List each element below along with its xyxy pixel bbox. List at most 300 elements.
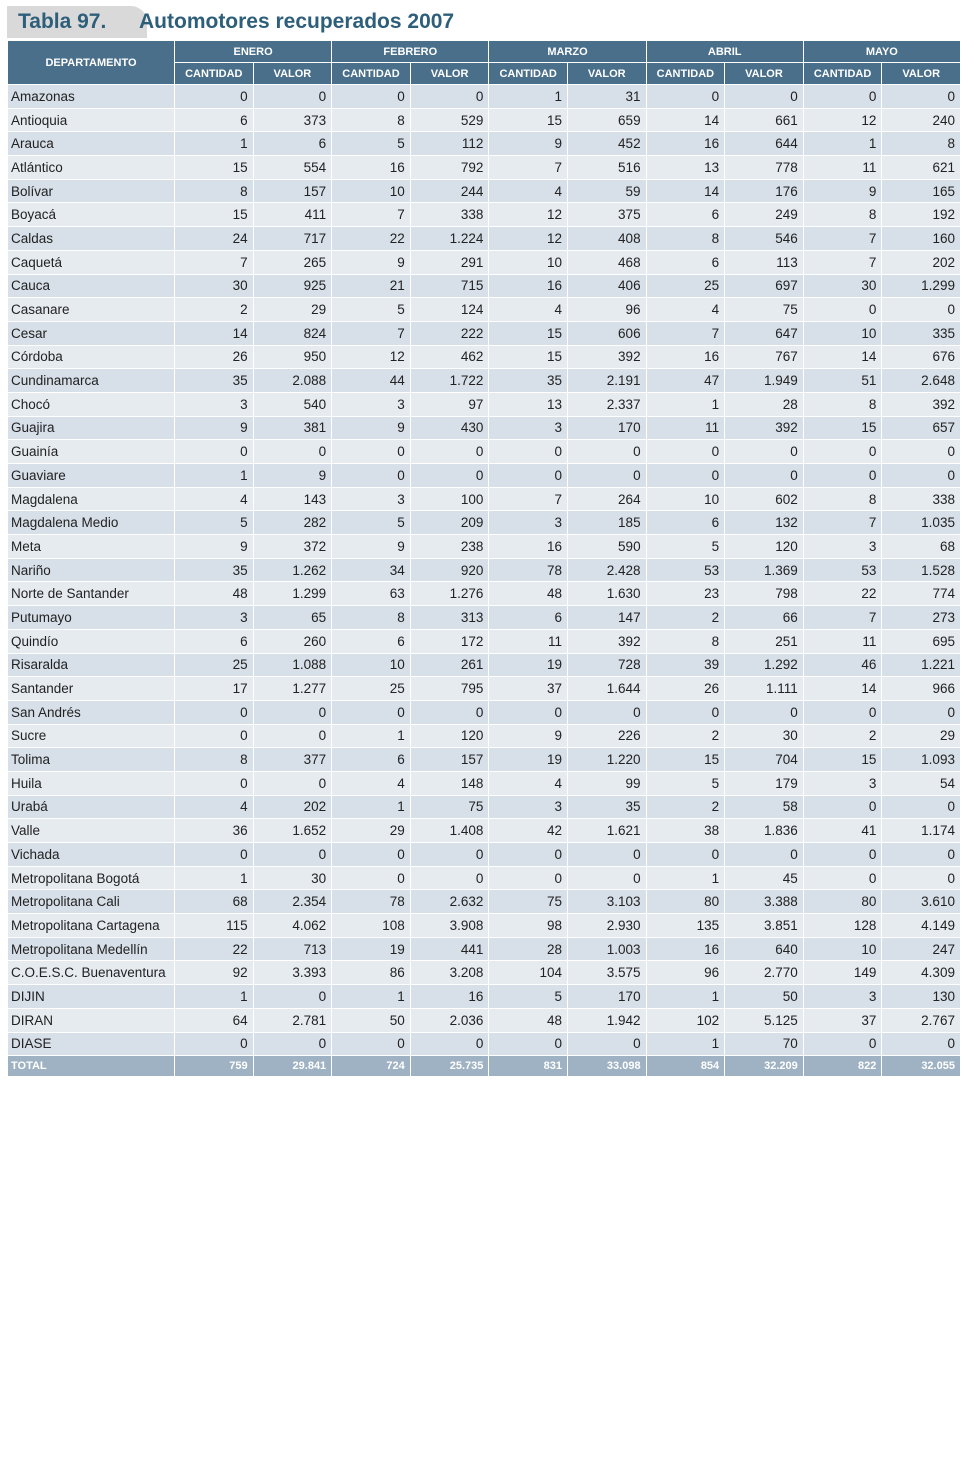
table-row xyxy=(8,866,961,890)
cantidad-cell: 78 xyxy=(489,558,568,582)
department-name-cell: Valle xyxy=(8,819,175,843)
valor-cell: 282 xyxy=(253,511,332,535)
valor-cell: 372 xyxy=(253,535,332,559)
table-row xyxy=(8,1032,961,1056)
cantidad-cell: 0 xyxy=(175,724,254,748)
cantidad-cell: 29 xyxy=(332,819,411,843)
valor-cell: 778 xyxy=(725,156,804,180)
valor-cell: 462 xyxy=(410,345,489,369)
valor-cell: 0 xyxy=(253,724,332,748)
cantidad-cell: 63 xyxy=(332,582,411,606)
cantidad-cell: 7 xyxy=(803,606,882,630)
valor-cell: 4.062 xyxy=(253,914,332,938)
cantidad-cell: 9 xyxy=(332,535,411,559)
valor-cell: 0 xyxy=(725,464,804,488)
valor-cell: 430 xyxy=(410,416,489,440)
department-name-cell: Guaviare xyxy=(8,464,175,488)
valor-cell: 75 xyxy=(725,298,804,322)
cantidad-cell: 50 xyxy=(332,1008,411,1032)
cantidad-cell: 1 xyxy=(332,724,411,748)
department-name-cell: Chocó xyxy=(8,392,175,416)
cantidad-cell: 35 xyxy=(175,369,254,393)
valor-cell: 65 xyxy=(253,606,332,630)
column-header-valor: VALOR xyxy=(882,63,961,85)
total-cantidad-cell: 822 xyxy=(803,1056,882,1077)
cantidad-cell: 7 xyxy=(332,203,411,227)
cantidad-cell: 0 xyxy=(803,1032,882,1056)
table-row xyxy=(8,274,961,298)
valor-cell: 0 xyxy=(567,1032,646,1056)
department-name-cell: Casanare xyxy=(8,298,175,322)
cantidad-cell: 0 xyxy=(646,464,725,488)
department-name-cell: Boyacá xyxy=(8,203,175,227)
valor-cell: 96 xyxy=(567,298,646,322)
column-header-cantidad: CANTIDAD xyxy=(803,63,882,85)
table-row xyxy=(8,440,961,464)
valor-cell: 640 xyxy=(725,937,804,961)
cantidad-cell: 4 xyxy=(489,771,568,795)
cantidad-cell: 0 xyxy=(332,700,411,724)
cantidad-cell: 3 xyxy=(175,392,254,416)
department-name-cell: DIRAN xyxy=(8,1008,175,1032)
valor-cell: 659 xyxy=(567,108,646,132)
valor-cell: 468 xyxy=(567,250,646,274)
column-header-valor: VALOR xyxy=(253,63,332,85)
cantidad-cell: 9 xyxy=(175,535,254,559)
cantidad-cell: 8 xyxy=(332,606,411,630)
department-name-cell: Meta xyxy=(8,535,175,559)
department-name-cell: Guajira xyxy=(8,416,175,440)
cantidad-cell: 7 xyxy=(332,321,411,345)
valor-cell: 1.003 xyxy=(567,937,646,961)
column-header-valor: VALOR xyxy=(567,63,646,85)
valor-cell: 2.036 xyxy=(410,1008,489,1032)
cantidad-cell: 98 xyxy=(489,914,568,938)
cantidad-cell: 10 xyxy=(646,487,725,511)
valor-cell: 2.930 xyxy=(567,914,646,938)
valor-cell: 3.388 xyxy=(725,890,804,914)
cantidad-cell: 16 xyxy=(646,345,725,369)
valor-cell: 176 xyxy=(725,179,804,203)
cantidad-cell: 5 xyxy=(332,298,411,322)
valor-cell: 0 xyxy=(725,843,804,867)
cantidad-cell: 1 xyxy=(646,866,725,890)
valor-cell: 0 xyxy=(567,700,646,724)
valor-cell: 16 xyxy=(410,985,489,1009)
valor-cell: 408 xyxy=(567,227,646,251)
cantidad-cell: 108 xyxy=(332,914,411,938)
cantidad-cell: 0 xyxy=(803,298,882,322)
cantidad-cell: 3 xyxy=(803,985,882,1009)
valor-cell: 66 xyxy=(725,606,804,630)
valor-cell: 0 xyxy=(253,843,332,867)
valor-cell: 1.277 xyxy=(253,677,332,701)
cantidad-cell: 12 xyxy=(489,203,568,227)
valor-cell: 2.428 xyxy=(567,558,646,582)
cantidad-cell: 115 xyxy=(175,914,254,938)
table-row xyxy=(8,558,961,582)
cantidad-cell: 8 xyxy=(803,487,882,511)
cantidad-cell: 0 xyxy=(175,440,254,464)
cantidad-cell: 9 xyxy=(489,724,568,748)
valor-cell: 2.354 xyxy=(253,890,332,914)
table-row xyxy=(8,464,961,488)
valor-cell: 2.648 xyxy=(882,369,961,393)
department-name-cell: Caquetá xyxy=(8,250,175,274)
cantidad-cell: 15 xyxy=(175,156,254,180)
cantidad-cell: 19 xyxy=(489,653,568,677)
cantidad-cell: 10 xyxy=(803,937,882,961)
table-row xyxy=(8,250,961,274)
total-cantidad-cell: 831 xyxy=(489,1056,568,1077)
cantidad-cell: 9 xyxy=(332,250,411,274)
cantidad-cell: 5 xyxy=(489,985,568,1009)
table-row xyxy=(8,819,961,843)
valor-cell: 644 xyxy=(725,132,804,156)
valor-cell: 920 xyxy=(410,558,489,582)
column-header-cantidad: CANTIDAD xyxy=(175,63,254,85)
cantidad-cell: 53 xyxy=(803,558,882,582)
cantidad-cell: 8 xyxy=(803,203,882,227)
cantidad-cell: 8 xyxy=(175,179,254,203)
valor-cell: 0 xyxy=(253,440,332,464)
cantidad-cell: 10 xyxy=(332,179,411,203)
cantidad-cell: 3 xyxy=(332,392,411,416)
cantidad-cell: 25 xyxy=(646,274,725,298)
cantidad-cell: 11 xyxy=(489,629,568,653)
total-cantidad-cell: 854 xyxy=(646,1056,725,1077)
valor-cell: 209 xyxy=(410,511,489,535)
table-row xyxy=(8,961,961,985)
cantidad-cell: 5 xyxy=(175,511,254,535)
cantidad-cell: 11 xyxy=(803,156,882,180)
cantidad-cell: 3 xyxy=(803,535,882,559)
cantidad-cell: 9 xyxy=(803,179,882,203)
valor-cell: 0 xyxy=(567,866,646,890)
table-row xyxy=(8,890,961,914)
department-name-cell: Metropolitana Bogotá xyxy=(8,866,175,890)
valor-cell: 31 xyxy=(567,85,646,109)
department-name-cell: Putumayo xyxy=(8,606,175,630)
valor-cell: 58 xyxy=(725,795,804,819)
cantidad-cell: 48 xyxy=(175,582,254,606)
valor-cell: 75 xyxy=(410,795,489,819)
valor-cell: 2.781 xyxy=(253,1008,332,1032)
valor-cell: 1.949 xyxy=(725,369,804,393)
valor-cell: 1.088 xyxy=(253,653,332,677)
department-name-cell: San Andrés xyxy=(8,700,175,724)
cantidad-cell: 7 xyxy=(803,250,882,274)
table-row xyxy=(8,108,961,132)
cantidad-cell: 0 xyxy=(646,700,725,724)
valor-cell: 1.652 xyxy=(253,819,332,843)
department-name-cell: Caldas xyxy=(8,227,175,251)
valor-cell: 1.621 xyxy=(567,819,646,843)
valor-cell: 546 xyxy=(725,227,804,251)
table-row xyxy=(8,724,961,748)
valor-cell: 966 xyxy=(882,677,961,701)
valor-cell: 226 xyxy=(567,724,646,748)
cantidad-cell: 13 xyxy=(646,156,725,180)
cantidad-cell: 0 xyxy=(489,866,568,890)
valor-cell: 130 xyxy=(882,985,961,1009)
department-name-cell: Norte de Santander xyxy=(8,582,175,606)
valor-cell: 5.125 xyxy=(725,1008,804,1032)
table-row xyxy=(8,487,961,511)
valor-cell: 728 xyxy=(567,653,646,677)
cantidad-cell: 9 xyxy=(175,416,254,440)
cantidad-cell: 6 xyxy=(646,511,725,535)
cantidad-cell: 41 xyxy=(803,819,882,843)
valor-cell: 30 xyxy=(725,724,804,748)
valor-cell: 792 xyxy=(410,156,489,180)
valor-cell: 452 xyxy=(567,132,646,156)
valor-cell: 0 xyxy=(882,298,961,322)
cantidad-cell: 8 xyxy=(332,108,411,132)
cantidad-cell: 4 xyxy=(489,179,568,203)
cantidad-cell: 1 xyxy=(175,132,254,156)
cantidad-cell: 0 xyxy=(803,843,882,867)
cantidad-cell: 44 xyxy=(332,369,411,393)
total-valor-cell: 25.735 xyxy=(410,1056,489,1077)
valor-cell: 798 xyxy=(725,582,804,606)
valor-cell: 590 xyxy=(567,535,646,559)
cantidad-cell: 24 xyxy=(175,227,254,251)
valor-cell: 1.262 xyxy=(253,558,332,582)
department-name-cell: Nariño xyxy=(8,558,175,582)
cantidad-cell: 2 xyxy=(646,724,725,748)
valor-cell: 0 xyxy=(882,1032,961,1056)
valor-cell: 0 xyxy=(567,843,646,867)
valor-cell: 313 xyxy=(410,606,489,630)
cantidad-cell: 3 xyxy=(489,795,568,819)
department-name-cell: Córdoba xyxy=(8,345,175,369)
cantidad-cell: 4 xyxy=(175,795,254,819)
department-name-cell: Amazonas xyxy=(8,85,175,109)
cantidad-cell: 1 xyxy=(175,464,254,488)
cantidad-cell: 6 xyxy=(175,629,254,653)
valor-cell: 3.610 xyxy=(882,890,961,914)
valor-cell: 0 xyxy=(725,700,804,724)
table-row xyxy=(8,227,961,251)
valor-cell: 3.208 xyxy=(410,961,489,985)
cantidad-cell: 48 xyxy=(489,582,568,606)
valor-cell: 373 xyxy=(253,108,332,132)
cantidad-cell: 0 xyxy=(646,843,725,867)
valor-cell: 554 xyxy=(253,156,332,180)
cantidad-cell: 0 xyxy=(175,771,254,795)
valor-cell: 273 xyxy=(882,606,961,630)
cantidad-cell: 6 xyxy=(332,629,411,653)
valor-cell: 0 xyxy=(725,85,804,109)
valor-cell: 2.767 xyxy=(882,1008,961,1032)
cantidad-cell: 0 xyxy=(332,1032,411,1056)
column-header-cantidad: CANTIDAD xyxy=(332,63,411,85)
valor-cell: 148 xyxy=(410,771,489,795)
valor-cell: 713 xyxy=(253,937,332,961)
valor-cell: 160 xyxy=(882,227,961,251)
valor-cell: 767 xyxy=(725,345,804,369)
valor-cell: 925 xyxy=(253,274,332,298)
table-row xyxy=(8,369,961,393)
cantidad-cell: 16 xyxy=(332,156,411,180)
table-title: Automotores recuperados 2007 xyxy=(139,10,455,33)
valor-cell: 1.292 xyxy=(725,653,804,677)
cantidad-cell: 11 xyxy=(803,629,882,653)
cantidad-cell: 6 xyxy=(175,108,254,132)
department-name-cell: Cundinamarca xyxy=(8,369,175,393)
cantidad-cell: 78 xyxy=(332,890,411,914)
department-name-cell: Bolívar xyxy=(8,179,175,203)
table-row xyxy=(8,85,961,109)
valor-cell: 9 xyxy=(253,464,332,488)
valor-cell: 516 xyxy=(567,156,646,180)
total-cantidad-cell: 724 xyxy=(332,1056,411,1077)
valor-cell: 2.632 xyxy=(410,890,489,914)
department-name-cell: Metropolitana Cali xyxy=(8,890,175,914)
cantidad-cell: 6 xyxy=(646,250,725,274)
table-row xyxy=(8,582,961,606)
cantidad-cell: 0 xyxy=(175,843,254,867)
valor-cell: 529 xyxy=(410,108,489,132)
valor-cell: 1.035 xyxy=(882,511,961,535)
cantidad-cell: 37 xyxy=(489,677,568,701)
cantidad-cell: 23 xyxy=(646,582,725,606)
cantidad-cell: 86 xyxy=(332,961,411,985)
total-valor-cell: 29.841 xyxy=(253,1056,332,1077)
valor-cell: 795 xyxy=(410,677,489,701)
valor-cell: 247 xyxy=(882,937,961,961)
total-valor-cell: 32.055 xyxy=(882,1056,961,1077)
cantidad-cell: 48 xyxy=(489,1008,568,1032)
cantidad-cell: 7 xyxy=(489,156,568,180)
valor-cell: 338 xyxy=(882,487,961,511)
title-bar xyxy=(7,6,960,38)
valor-cell: 1.369 xyxy=(725,558,804,582)
cantidad-cell: 2 xyxy=(803,724,882,748)
cantidad-cell: 3 xyxy=(489,416,568,440)
valor-cell: 238 xyxy=(410,535,489,559)
valor-cell: 335 xyxy=(882,321,961,345)
cantidad-cell: 6 xyxy=(646,203,725,227)
valor-cell: 202 xyxy=(253,795,332,819)
valor-cell: 0 xyxy=(882,866,961,890)
valor-cell: 28 xyxy=(725,392,804,416)
valor-cell: 1.408 xyxy=(410,819,489,843)
valor-cell: 157 xyxy=(410,748,489,772)
table-row xyxy=(8,1008,961,1032)
valor-cell: 0 xyxy=(410,843,489,867)
cantidad-cell: 1 xyxy=(175,866,254,890)
valor-cell: 1.836 xyxy=(725,819,804,843)
table-row xyxy=(8,795,961,819)
cantidad-cell: 22 xyxy=(175,937,254,961)
cantidad-cell: 15 xyxy=(489,108,568,132)
cantidad-cell: 12 xyxy=(489,227,568,251)
valor-cell: 392 xyxy=(567,345,646,369)
cantidad-cell: 15 xyxy=(803,748,882,772)
cantidad-cell: 68 xyxy=(175,890,254,914)
valor-cell: 0 xyxy=(882,85,961,109)
valor-cell: 647 xyxy=(725,321,804,345)
valor-cell: 45 xyxy=(725,866,804,890)
valor-cell: 179 xyxy=(725,771,804,795)
cantidad-cell: 1 xyxy=(803,132,882,156)
valor-cell: 704 xyxy=(725,748,804,772)
valor-cell: 59 xyxy=(567,179,646,203)
department-name-cell: Cesar xyxy=(8,321,175,345)
cantidad-cell: 0 xyxy=(803,866,882,890)
valor-cell: 147 xyxy=(567,606,646,630)
cantidad-cell: 51 xyxy=(803,369,882,393)
cantidad-cell: 12 xyxy=(803,108,882,132)
cantidad-cell: 64 xyxy=(175,1008,254,1032)
valor-cell: 185 xyxy=(567,511,646,535)
valor-cell: 143 xyxy=(253,487,332,511)
valor-cell: 260 xyxy=(253,629,332,653)
valor-cell: 0 xyxy=(410,866,489,890)
valor-cell: 113 xyxy=(725,250,804,274)
valor-cell: 621 xyxy=(882,156,961,180)
cantidad-cell: 2 xyxy=(175,298,254,322)
table-number-label: Tabla 97. xyxy=(7,6,147,38)
valor-cell: 157 xyxy=(253,179,332,203)
valor-cell: 3.908 xyxy=(410,914,489,938)
cantidad-cell: 47 xyxy=(646,369,725,393)
cantidad-cell: 22 xyxy=(332,227,411,251)
cantidad-cell: 0 xyxy=(489,843,568,867)
cantidad-cell: 11 xyxy=(646,416,725,440)
valor-cell: 291 xyxy=(410,250,489,274)
table-row xyxy=(8,914,961,938)
valor-cell: 824 xyxy=(253,321,332,345)
cantidad-cell: 6 xyxy=(489,606,568,630)
valor-cell: 1.111 xyxy=(725,677,804,701)
valor-cell: 170 xyxy=(567,416,646,440)
cantidad-cell: 26 xyxy=(175,345,254,369)
table-row xyxy=(8,843,961,867)
cantidad-cell: 9 xyxy=(332,416,411,440)
month-header: ABRIL xyxy=(646,41,803,63)
cantidad-cell: 0 xyxy=(489,700,568,724)
valor-cell: 244 xyxy=(410,179,489,203)
valor-cell: 112 xyxy=(410,132,489,156)
table-row xyxy=(8,653,961,677)
department-name-cell: Tolima xyxy=(8,748,175,772)
valor-cell: 1.093 xyxy=(882,748,961,772)
valor-cell: 0 xyxy=(725,440,804,464)
column-header-cantidad: CANTIDAD xyxy=(646,63,725,85)
valor-cell: 30 xyxy=(253,866,332,890)
department-name-cell: Atlántico xyxy=(8,156,175,180)
valor-cell: 97 xyxy=(410,392,489,416)
total-row xyxy=(8,1056,961,1077)
department-name-cell: DIJIN xyxy=(8,985,175,1009)
column-header-valor: VALOR xyxy=(410,63,489,85)
cantidad-cell: 0 xyxy=(489,464,568,488)
valor-cell: 170 xyxy=(567,985,646,1009)
valor-cell: 0 xyxy=(882,440,961,464)
cantidad-cell: 80 xyxy=(646,890,725,914)
valor-cell: 240 xyxy=(882,108,961,132)
cantidad-cell: 1 xyxy=(646,1032,725,1056)
valor-cell: 1.528 xyxy=(882,558,961,582)
table-row xyxy=(8,132,961,156)
valor-cell: 1.299 xyxy=(882,274,961,298)
valor-cell: 661 xyxy=(725,108,804,132)
valor-cell: 950 xyxy=(253,345,332,369)
valor-cell: 717 xyxy=(253,227,332,251)
